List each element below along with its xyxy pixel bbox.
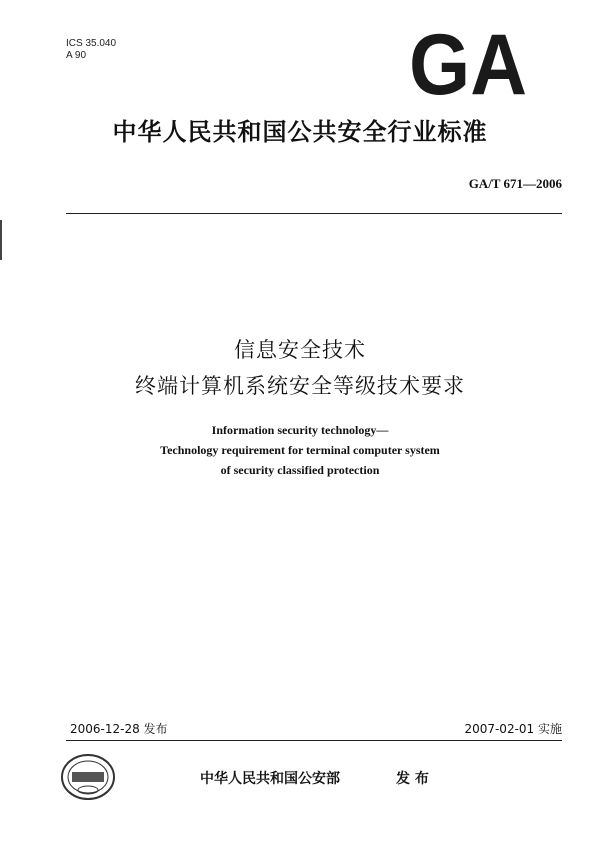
scan-edge-mark bbox=[0, 220, 2, 260]
standard-title-en bbox=[0, 420, 600, 480]
title-en-line-2: Technology requirement for terminal computer system bbox=[160, 443, 440, 457]
ga-logo-text: GA bbox=[409, 26, 527, 100]
implementation-date: 2007-02-01 实施 bbox=[464, 722, 562, 736]
bottom-divider bbox=[66, 740, 562, 741]
publish-label: 发 布 bbox=[396, 771, 429, 787]
issue-date: 2006-12-28 发布 bbox=[70, 722, 168, 736]
standard-number: GA/T 671—2006 bbox=[468, 176, 562, 191]
standard-title-cn bbox=[0, 332, 600, 404]
title-cn-line-1: 信息安全技术 bbox=[234, 338, 366, 362]
ccs-code: A 90 bbox=[66, 50, 87, 61]
title-en-line-3: of security classified protection bbox=[220, 463, 380, 477]
top-divider bbox=[66, 213, 562, 214]
organization-title: 中华人民共和国公共安全行业标准 bbox=[112, 118, 488, 146]
ics-code: ICS 35.040 bbox=[66, 38, 117, 49]
title-cn-line-2: 终端计算机系统安全等级技术要求 bbox=[135, 374, 465, 398]
anti-counterfeit-seal bbox=[60, 752, 116, 802]
publisher-name: 中华人民共和国公安部 bbox=[200, 771, 340, 787]
title-en-line-1: Information security technology— bbox=[211, 423, 389, 437]
classification-codes bbox=[66, 38, 116, 62]
ga-logo bbox=[408, 26, 528, 100]
